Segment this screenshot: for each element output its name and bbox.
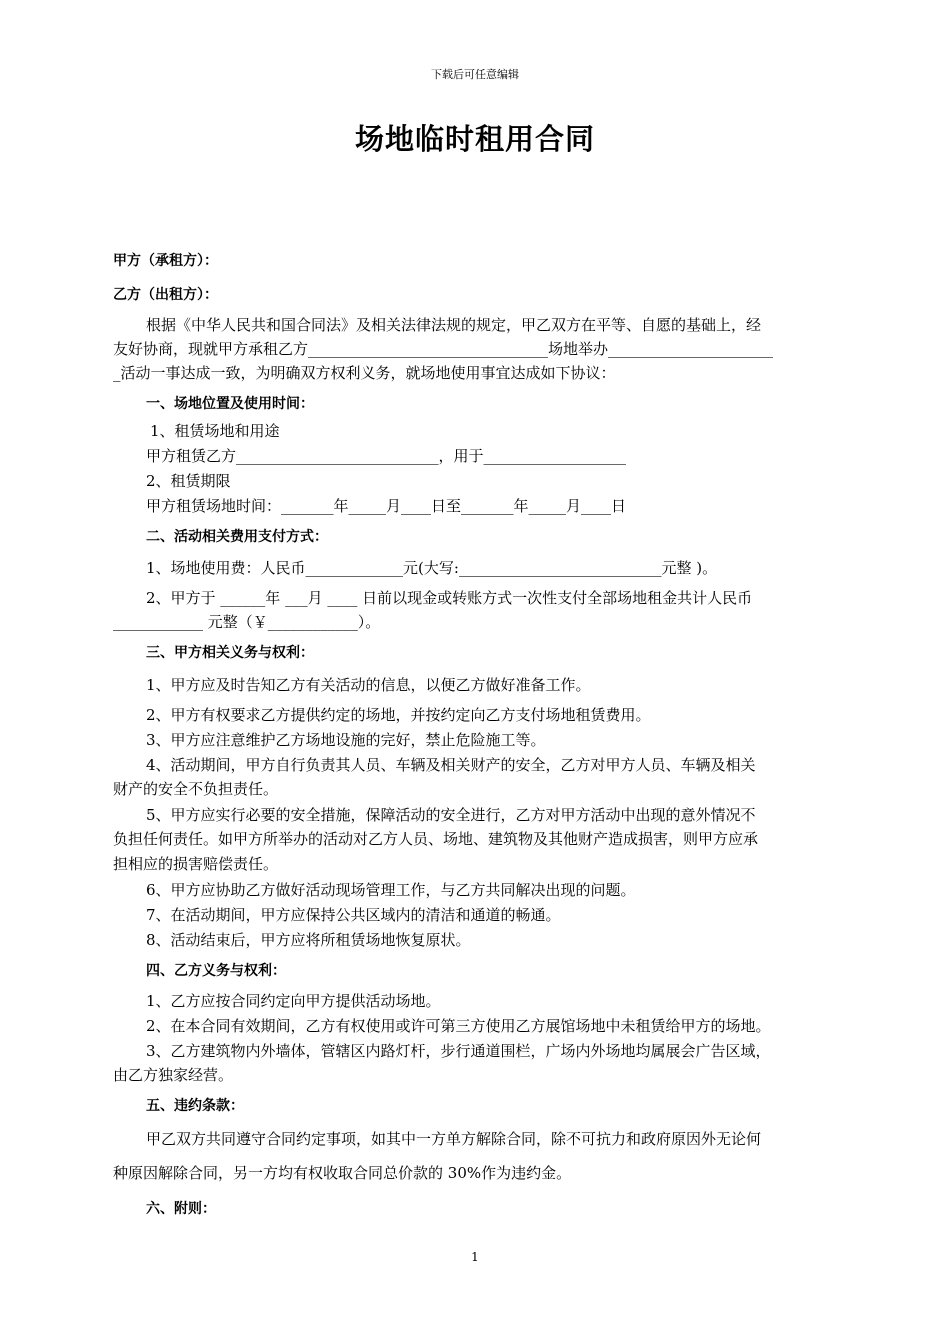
intro-line-1: 根据《中华人民共和国合同法》及相关法律法规的规定，甲乙双方在平等、自愿的基础上，经 (146, 316, 762, 334)
section-4-item-2: 2、在本合同有效期间，乙方有权使用或许可第三方使用乙方展馆场地中未租赁给甲方的场地。 (146, 1017, 771, 1035)
section-5-heading: 五、违约条款： (146, 1098, 244, 1114)
party-a-label: 甲方（承租方）： (113, 253, 218, 269)
section-3-item-5: 5、甲方应实行必要的安全措施，保障活动的安全进行，乙方对甲方活动中出现的意外情况不 (146, 806, 756, 824)
document-title: 场地临时租用合同 (354, 122, 595, 156)
intro-line-3: _活动一事达成一致，为明确双方权利义务，就场地使用事宜达成如下协议： (113, 364, 616, 382)
section-4-item-3: 3、乙方建筑物内外墙体，管辖区内路灯杆，步行通道围栏，广场内外场地均属展会广告区域， (146, 1042, 771, 1060)
section-2-heading: 二、活动相关费用支付方式： (146, 529, 328, 545)
section-5-text-2: 种原因解除合同，另一方均有权收取合同总价款的 30%作为违约金。 (113, 1164, 572, 1182)
section-3-item-2: 2、甲方有权要求乙方提供约定的场地，并按约定向乙方支付场地租赁费用。 (146, 706, 651, 724)
section-3-item-4-cont: 财产的安全不负担责任。 (113, 780, 279, 798)
section-4-heading: 四、乙方义务与权利： (146, 963, 286, 979)
section-4-item-3-cont: 由乙方独家经营。 (113, 1066, 234, 1084)
section-1-item-1: 1、租赁场地和用途 (150, 422, 280, 440)
section-3-item-5-cont-2: 担相应的损害赔偿责任。 (113, 855, 279, 873)
section-3-item-4: 4、活动期间，甲方自行负责其人员、车辆及相关财产的安全，乙方对甲方人员、车辆及相关 (146, 756, 756, 774)
section-2-item-2: 2、甲方于 ______年 ___月 ____ 日前以现金或转账方式一次性支付全部场地租金共计人民币 (146, 589, 753, 607)
section-3-item-8: 8、活动结束后，甲方应将所租赁场地恢复原状。 (146, 931, 471, 949)
section-3-item-6: 6、甲方应协助乙方做好活动现场管理工作，与乙方共同解决出现的问题。 (146, 881, 636, 899)
section-1-item-2: 2、租赁期限 (146, 472, 231, 490)
section-1-item-1-detail: 甲方租赁乙方___________________________，用于___________________ (146, 447, 627, 465)
section-3-heading: 三、甲方相关义务与权利： (146, 645, 314, 661)
section-1-heading: 一、场地位置及使用时间： (146, 396, 314, 412)
section-2-item-2-cont: ____________ 元整（￥____________）。 (113, 613, 381, 631)
intro-line-2: 友好协商，现就甲方承租乙方________________________________场地举办______________________ (113, 340, 774, 358)
section-1-item-2-detail: 甲方租赁场地时间：_______年_____月____日至_______年_____月____日 (146, 497, 627, 515)
section-3-item-3: 3、甲方应注意维护乙方场地设施的完好，禁止危险施工等。 (146, 731, 546, 749)
section-3-item-5-cont-1: 负担任何责任。如甲方所举办的活动对乙方人员、场地、建筑物及其他财产造成损害，则甲方应承 (113, 830, 759, 848)
section-3-item-7: 7、在活动期间，甲方应保持公共区域内的清洁和通道的畅通。 (146, 906, 561, 924)
section-6-heading: 六、附则： (146, 1201, 216, 1217)
section-4-item-1: 1、乙方应按合同约定向甲方提供活动场地。 (146, 992, 441, 1010)
section-2-item-1: 1、场地使用费：人民币_____________元(大写:___________________________元整 )。 (146, 559, 718, 577)
page-number: 1 (471, 1250, 479, 1264)
party-b-label: 乙方（出租方）： (113, 287, 218, 303)
section-5-text-1: 甲乙双方共同遵守合同约定事项，如其中一方单方解除合同，除不可抗力和政府原因外无论何 (146, 1130, 762, 1148)
page-header: 下载后可任意编辑 (431, 68, 519, 81)
section-3-item-1: 1、甲方应及时告知乙方有关活动的信息，以便乙方做好准备工作。 (146, 676, 591, 694)
